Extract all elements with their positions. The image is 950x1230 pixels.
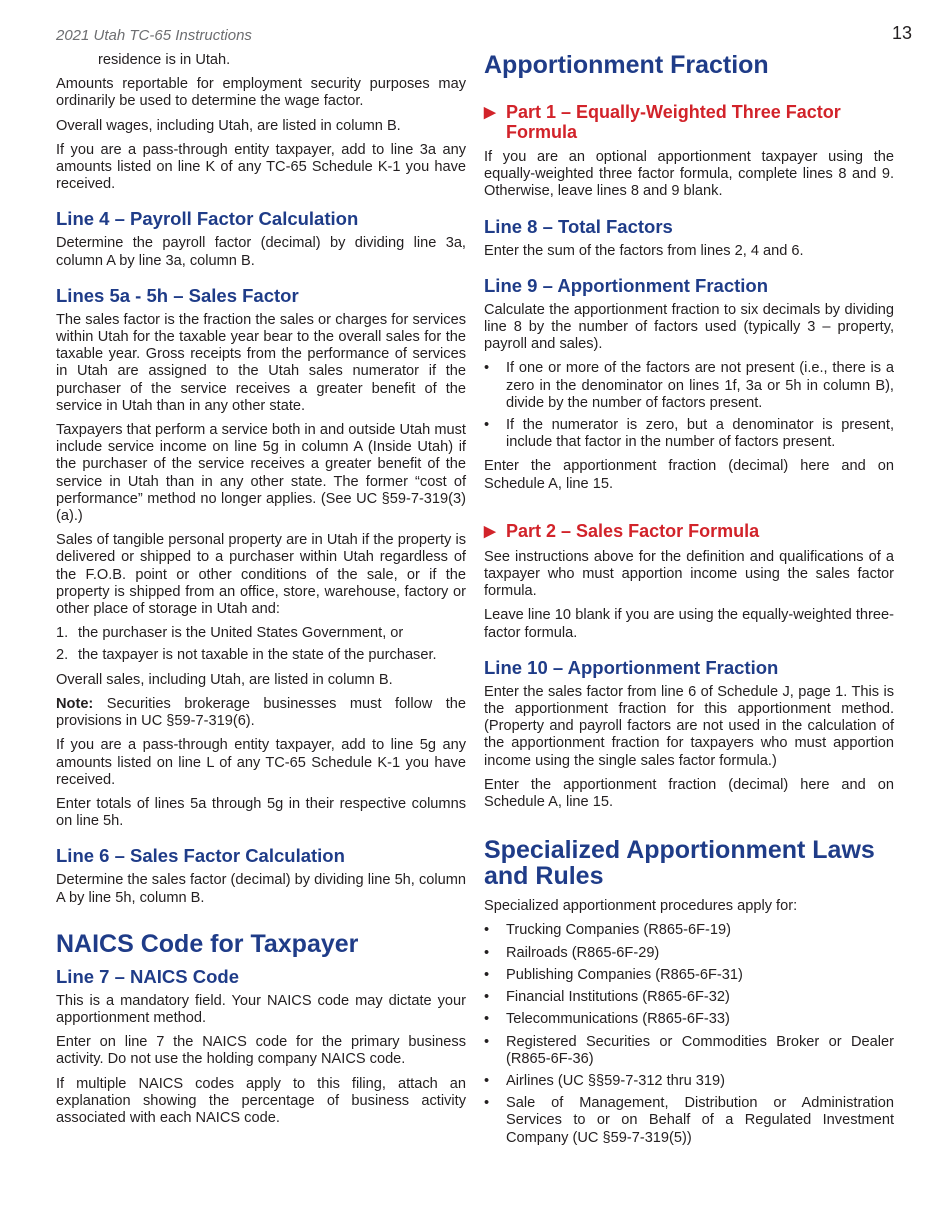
paragraph: If multiple NAICS codes apply to this filing, attach an explanation showing the percentage of business activity associated with each NAICS code. [56, 1075, 466, 1126]
part2-heading-text: Part 2 – Sales Factor Formula [506, 520, 760, 541]
paragraph: Determine the sales factor (decimal) by dividing line 5h, column A by line 5h, column B. [56, 872, 466, 906]
paragraph: Leave line 10 blank if you are using the equally-weighted three-factor formula. [484, 607, 894, 641]
list-item-text: Telecommunications (R865-6F-33) [506, 1011, 730, 1028]
paragraph: Overall wages, including Utah, are listed in column B. [56, 117, 401, 134]
paragraph: Overall sales, including Utah, are listed in column B. [56, 671, 393, 688]
page-number: 13 [891, 23, 912, 43]
note-text: Securities brokerage businesses must follow the provisions in UC §59-7-319(6). [56, 695, 466, 730]
line7-heading: Line 7 – NAICS Code [56, 965, 239, 987]
list-item [484, 1011, 894, 1028]
bullet-icon: • [484, 1033, 490, 1050]
continued-paragraph: residence is in Utah. [98, 52, 231, 68]
bullet-icon: • [484, 944, 490, 961]
apportionment-section-title: Apportionment Fraction [484, 51, 769, 79]
paragraph: Calculate the apportionment fraction to six decimals by dividing line 8 by the number of factors used (typically 3 – property, payroll and sales). [484, 301, 894, 353]
bullet-icon: • [484, 1011, 490, 1028]
bullet-icon: • [484, 1072, 490, 1089]
note-label: Note: [56, 695, 94, 712]
bullet-icon: • [484, 989, 490, 1006]
paragraph: Enter the sum of the factors from lines 2, 4 and 6. [484, 242, 804, 259]
bullet-list [484, 922, 894, 1146]
list-item [484, 989, 894, 1006]
list-item-text: the taxpayer is not taxable in the state of the purchaser. [78, 647, 437, 664]
list-item-text: the purchaser is the United States Government, or [78, 625, 404, 642]
list-item [56, 625, 466, 642]
bullet-icon: • [484, 922, 490, 939]
bullet-icon: • [484, 966, 490, 983]
paragraph: If you are an optional apportionment taxpayer using the equally-weighted three factor formula, complete lines 8 and 9. Otherwise, leave lines 8 and 9 blank. [484, 149, 894, 200]
line10-heading: Line 10 – Apportionment Fraction [484, 656, 779, 678]
list-item [484, 360, 894, 412]
list-item-text: Railroads (R865-6F-29) [506, 944, 660, 961]
paragraph: Determine the payroll factor (decimal) by dividing line 3a, column A by line 3a, column B. [56, 235, 466, 269]
list-item-text: Trucking Companies (R865-6F-19) [506, 922, 731, 939]
paragraph: Enter the apportionment fraction (decimal) here and on Schedule A, line 15. [484, 458, 894, 492]
line5-heading: Lines 5a - 5h – Sales Factor [56, 284, 299, 306]
naics-section-title: NAICS Code for Taxpayer [56, 929, 359, 958]
list-item [484, 1073, 894, 1090]
bullet-icon: • [484, 1095, 490, 1112]
list-item [484, 1095, 894, 1147]
paragraph: The sales factor is the fraction the sales or charges for services within Utah for the taxable year bear to the overall sales for the taxable year. Gross receipts from the performance of services in Utah are assigned to the Utah sales numerator if the purchaser of the service receives a greater benefit of the service in Utah than in any other state. [56, 311, 466, 414]
line6-heading: Line 6 – Sales Factor Calculation [56, 845, 345, 867]
paragraph: Enter on line 7 the NAICS code for the primary business activity. Do not use the holding company NAICS code. [56, 1034, 466, 1068]
paragraph: If you are a pass-through entity taxpayer, add to line 5g any amounts listed on line L of any TC-65 Schedule K-1 you have received. [56, 737, 466, 788]
part1-heading-text: Part 1 – Equally-Weighted Three Factor Formula [506, 102, 841, 142]
line9-heading: Line 9 – Apportionment Fraction [484, 274, 769, 296]
paragraph: This is a mandatory field. Your NAICS code may dictate your apportionment method. [56, 992, 466, 1026]
paragraph: Enter totals of lines 5a through 5g in their respective columns on line 5h. [56, 795, 466, 830]
bullet-icon: • [484, 417, 490, 434]
triangle-right-icon: ▶ [484, 104, 496, 121]
list-number: 1. [56, 625, 69, 642]
bullet-list [484, 360, 894, 451]
right-column [484, 52, 894, 1154]
list-item-text: Registered Securities or Commodities Broker or Dealer (R865-6F-36) [506, 1033, 894, 1067]
paragraph: Taxpayers that perform a service both in and outside Utah must include service income on line 5g in column A (Inside Utah) if the purchaser of the service receives a greater benefit of the service in Utah than in any other state. The former “cost of performance” method no longer applies. (See UC §59-7-319(3)(a).) [56, 422, 466, 525]
paragraph: See instructions above for the definition and qualifications of a taxpayer who must apportion income using the sales factor formula. [484, 548, 894, 600]
running-header: 2021 Utah TC-65 Instructions [56, 27, 252, 44]
left-column [56, 52, 466, 1134]
bullet-icon: • [484, 360, 490, 377]
specialized-section-title: Specialized Apportionment Laws and Rules [484, 836, 875, 891]
list-number: 2. [56, 647, 69, 664]
list-item [484, 945, 894, 962]
paragraph: Enter the apportionment fraction (decimal) here and on Schedule A, line 15. [484, 776, 894, 811]
part1-heading [484, 102, 894, 142]
list-item [56, 647, 466, 664]
list-item [484, 417, 894, 451]
paragraph: Enter the sales factor from line 6 of Schedule J, page 1. This is the apportionment fraction for this apportionment method. (Property and payroll factors are not used in the calculation of the apportionment fraction for taxpayers who must apportion income using the single sales factor formula.) [484, 683, 894, 769]
paragraph: Amounts reportable for employment security purposes may ordinarily be used to determine the wage factor. [56, 76, 466, 110]
list-item [484, 1034, 894, 1068]
numbered-list [56, 625, 466, 664]
part2-heading [484, 521, 894, 542]
paragraph: If you are a pass-through entity taxpayer, add to line 3a any amounts listed on line K of any TC-65 Schedule K-1 you have received. [56, 141, 466, 193]
paragraph: Sales of tangible personal property are in Utah if the property is delivered or shipped to a purchaser within Utah regardless of the F.O.B. point or other conditions of the sale, or if the property is shipped from an office, store, warehouse, factory or other place of storage in Utah and: [56, 532, 466, 618]
list-item-text: If one or more of the factors are not present (i.e., there is a zero in the denominator on lines 1f, 3a or 5h in column B), divide by the number of factors present. [506, 360, 894, 411]
list-item-text: If the numerator is zero, but a denominator is present, include that factor in the number of factors present. [506, 417, 894, 451]
list-item-text: Publishing Companies (R865-6F-31) [506, 966, 743, 983]
line8-heading: Line 8 – Total Factors [484, 215, 673, 237]
list-item [484, 967, 894, 984]
list-item-text: Sale of Management, Distribution or Administration Services to or on Behalf of a Regulated Investment Company (UC §59-7-319(5)) [506, 1095, 894, 1146]
triangle-right-icon: ▶ [484, 522, 496, 540]
note-paragraph [56, 696, 466, 730]
list-item [484, 922, 894, 939]
list-item-text: Airlines (UC §§59-7-312 thru 319) [506, 1072, 726, 1089]
line4-heading: Line 4 – Payroll Factor Calculation [56, 208, 359, 230]
paragraph: Specialized apportionment procedures apply for: [484, 898, 798, 915]
list-item-text: Financial Institutions (R865-6F-32) [506, 989, 730, 1006]
